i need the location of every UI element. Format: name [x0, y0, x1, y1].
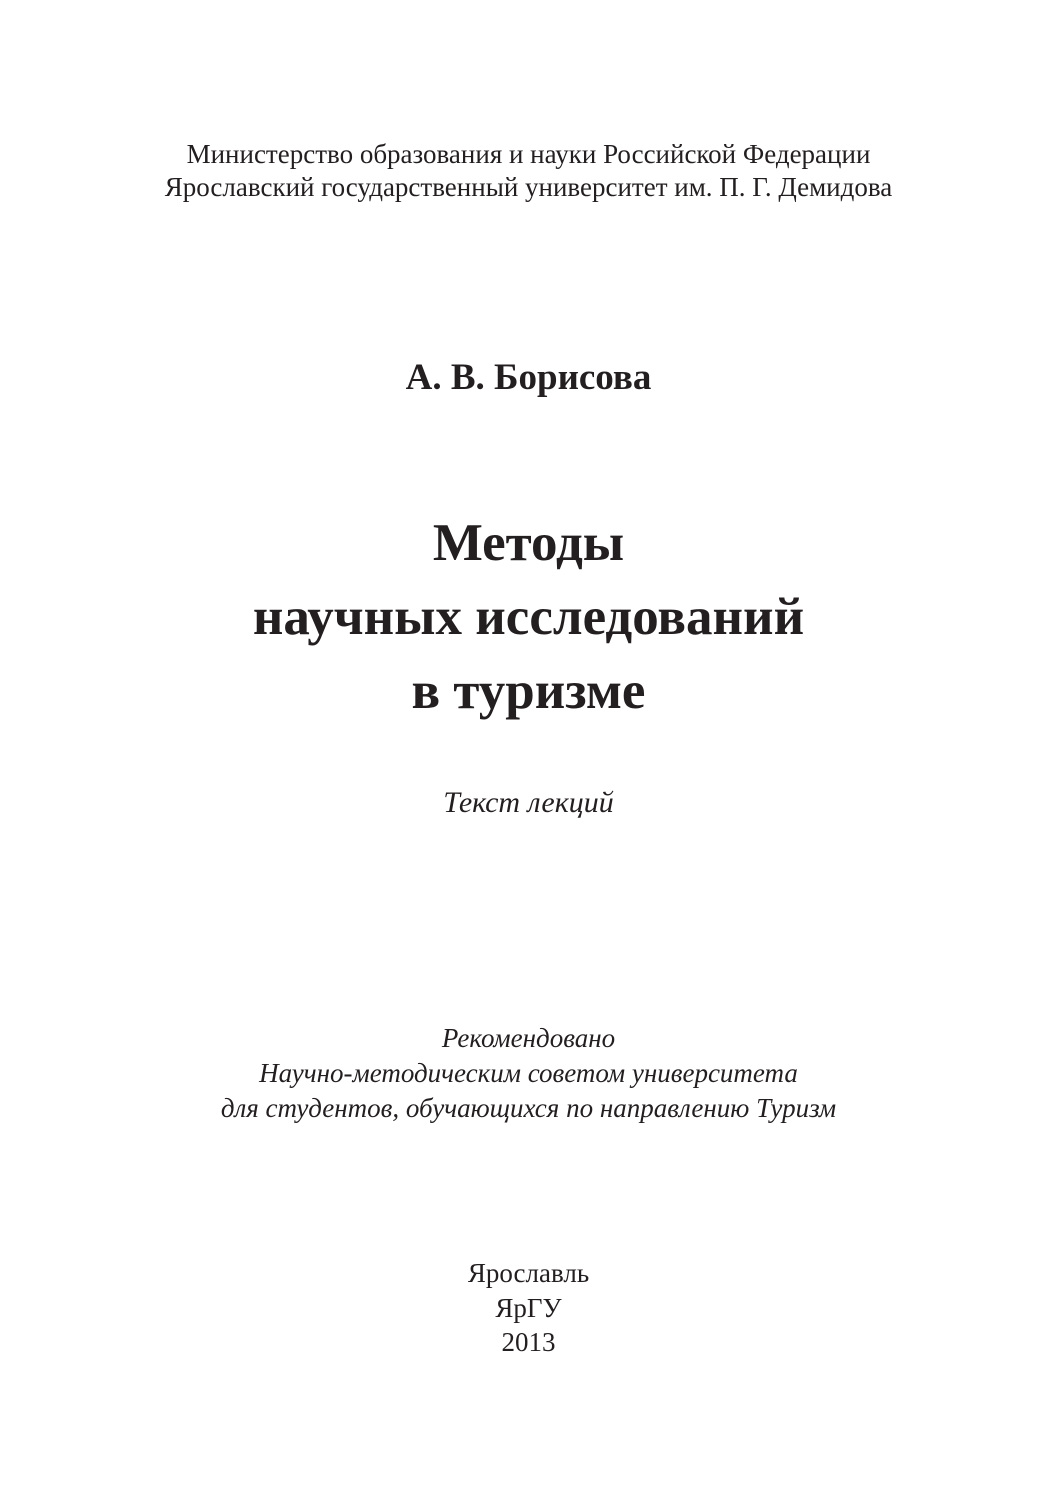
- title-line-3: в туризме: [411, 662, 646, 720]
- subtitle: Текст лекций: [443, 786, 614, 819]
- imprint-year: 2013: [501, 1327, 556, 1357]
- imprint-city: Ярославль: [467, 1258, 590, 1288]
- imprint-publisher: ЯрГУ: [495, 1293, 562, 1323]
- recommendation-line-2: Научно-методическим советом университета: [259, 1058, 798, 1088]
- university-line: Ярославский государственный университет им. П. Г. Демидова: [164, 172, 893, 202]
- title-line-2: научных исследований: [252, 588, 805, 646]
- ministry-line: Министерство образования и науки Российской Федерации: [186, 139, 871, 169]
- recommendation-line-1: Рекомендовано: [441, 1023, 616, 1053]
- title-line-1: Методы: [432, 514, 625, 572]
- recommendation-line-3: для студентов, обучающихся по направлению Туризм: [220, 1093, 837, 1123]
- author-name: А. В. Борисова: [405, 357, 652, 398]
